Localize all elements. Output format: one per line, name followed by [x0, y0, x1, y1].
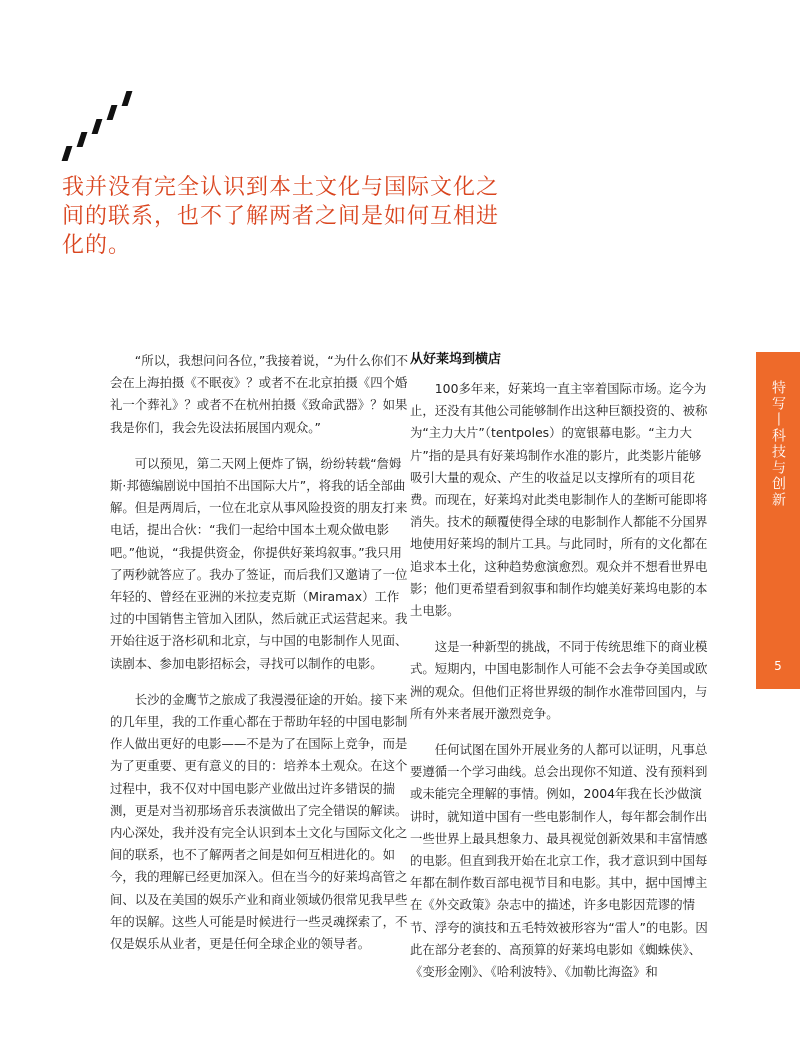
paragraph: 可以预见，第二天网上便炸了锅，纷纷转载“詹姆斯·邦德编剧说中国拍不出国际大片”，将我的话全部曲解。但是两周后，一位在北京从事风险投资的朋友打来电话，提出合伙：“我们一起给中国本土观众做电影吧。”他说，“我提供资金，你提供好莱坞叙事。”我只用了两秒就答应了。我办了签证，而后我们又邀请了一位年轻的、曾经在亚洲的米拉麦克斯（Miramax）工作过的中国销售主管加入团队，然后就正式运营起来。我开始往返于洛杉矶和北京，与中国的电影制作人见面、读剧本、参加电影招标会，寻找可以制作的电影。 [110, 455, 408, 671]
section-tab [756, 352, 800, 689]
paragraph: 任何试图在国外开展业务的人都可以证明，凡事总要遵循一个学习曲线。总会出现你不知道、没有预料到或未能完全理解的事情。例如，2004年我在长沙做演讲时，就知道中国有一些电影制作人，每年都会制作出一些世界上最具想象力、最具视觉创新效果和丰富情感的电影。但直到我开始在北京工作，我才意识到中国每年都在制作数百部电视节目和电影。其中，据中国博主在《外交政策》杂志中的描述，许多电影因荒谬的情节、浮夸的演技和五毛特效被形容为“雷人”的电影。因此在部分老套的、高预算的好莱坞电影如《蜘蛛侠》、《变形金刚》、《哈利波特》、《加勒比海盗》和 [410, 742, 708, 980]
dash-mark [92, 119, 103, 134]
paragraph: 这是一种新型的挑战，不同于传统思维下的商业模式。短期内，中国电影制作人可能不会去争夺美国或欧洲的观众。但他们正将世界级的制作水准带回国内，与所有外来者展开激烈竞争。 [410, 639, 708, 721]
pull-quote: 我并没有完全认识到本土文化与国际文化之间的联系，也不了解两者之间是如何互相进化的。 [62, 175, 500, 258]
dash-mark [122, 91, 133, 106]
paragraph: 长沙的金鹰节之旅成了我漫漫征途的开始。接下来的几年里，我的工作重心都在于帮助年轻的中国电影制作人做出更好的电影——不是为了在国际上竞争，而是为了更重要、更有意义的目的：培养本土观众。在这个过程中，我不仅对中国电影产业做出过许多错误的揣测，更是对当初那场音乐表演做出了完全错误的解读。内心深处，我并没有完全认识到本土文化与国际文化之间的联系，也不了解两者之间是如何互相进化的。如今，我的理解已经更加深入。但在当今的好莱坞高管之间、以及在美国的娱乐产业和商业领域仍很常见我早些年的误解。这些人可能是时候进行一些灵魂探索了，不仅是娱乐从业者，更是任何全球企业的领导者。 [110, 691, 408, 952]
paragraph: “所以，我想问问各位，”我接着说，“为什么你们不会在上海拍摄《不眠夜》？或者不在北京拍摄《四个婚礼一个葬礼》？或者不在杭州拍摄《致命武器》？如果我是你们，我会先设法拓展国内观众。” [110, 353, 409, 435]
dash-mark [62, 146, 73, 161]
section-heading: 从好莱坞到横店 [410, 352, 502, 367]
right-column [410, 350, 710, 997]
page-number: 5 [774, 659, 782, 673]
dash-mark [107, 105, 118, 120]
decorative-dashes [62, 88, 130, 168]
section-tab-label: 特写丨科技与创新 [770, 380, 786, 508]
dash-mark [77, 132, 88, 147]
paragraph: 100多年来，好莱坞一直主宰着国际市场。迄今为止，还没有其他公司能够制作出这种巨额投资的、被称为“主力大片”（tentpoles）的宽银幕电影。“主力大片”指的是具有好莱坞制作水准的影片，此类影片能够吸引大量的观众、产生的收益足以支撑所有的项目花费。而现在，好莱坞对此类电影制作人的垄断可能即将消失。技术的颠覆使得全球的电影制作人都能不分国界地使用好莱坞的制片工具。与此同时，所有的文化都在追求本土化，这种趋势愈演愈烈。观众并不想看世界电影；他们更希望看到叙事和制作均媲美好莱坞电影的本土电影。 [410, 381, 708, 619]
left-column [110, 350, 410, 969]
